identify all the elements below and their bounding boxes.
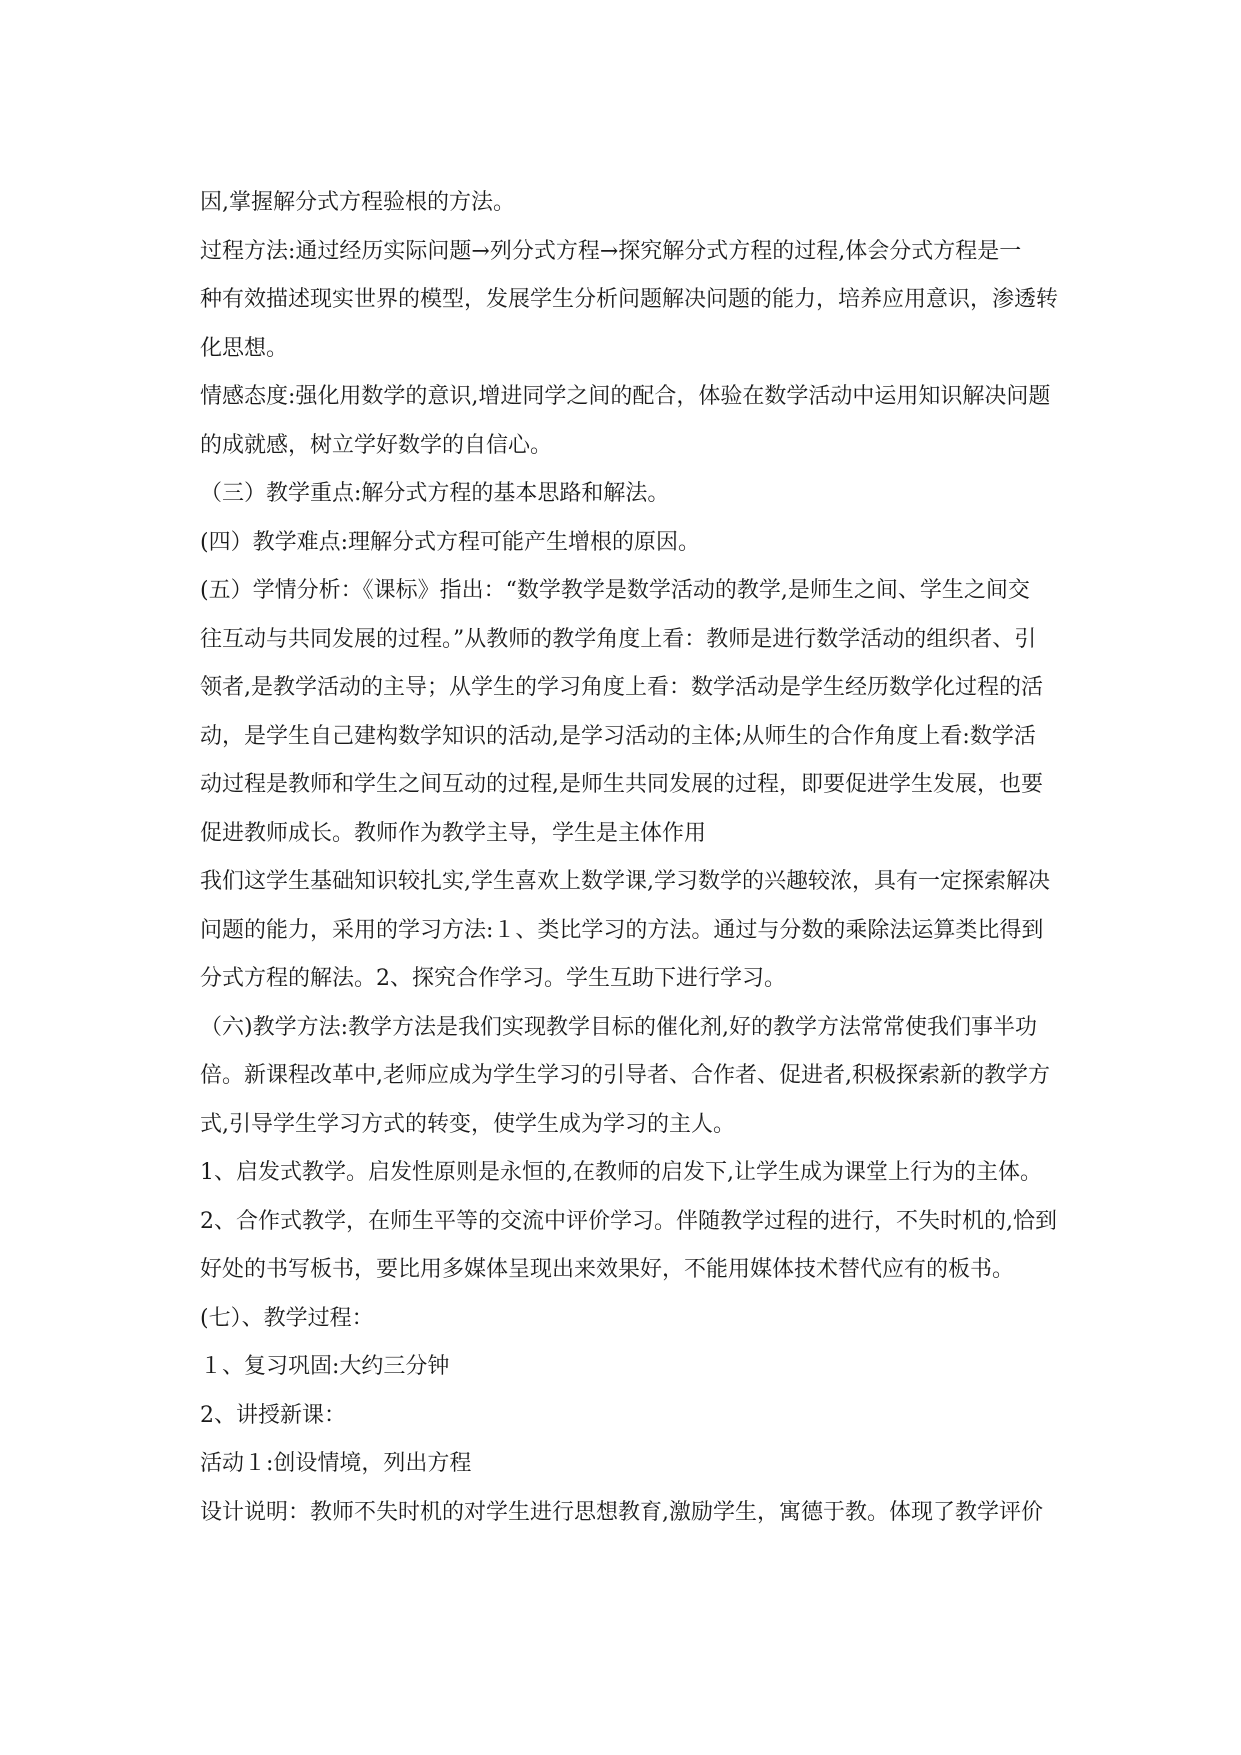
text-line: （三）教学重点:解分式方程的基本思路和解法。 (200, 481, 670, 506)
text-line: 好处的书写板书，要比用多媒体呈现出来效果好，不能用媒体技术替代应有的板书。 (200, 1257, 1015, 1282)
text-line: 促进教师成长。教师作为教学主导，学生是主体作用 (200, 820, 707, 846)
document-body (200, 188, 1080, 1546)
text-line: 式,引导学生学习方式的转变，使学生成为学习的主人。 (200, 1111, 735, 1137)
text-line: 2、讲授新课： (200, 1402, 346, 1428)
text-line: (七）、教学过程： (200, 1305, 374, 1331)
text-line: 2、合作式教学，在师生平等的交流中评价学习。伴随教学过程的进行，不失时机的,恰到 (200, 1208, 1057, 1234)
text-line: 往互动与共同发展的过程。”从教师的教学角度上看：教师是进行数学活动的组织者、引 (200, 626, 1037, 652)
text-line: 分式方程的解法。2、探究合作学习。学生互助下进行学习。 (200, 966, 786, 991)
text-line: 因,掌握解分式方程验根的方法。 (200, 190, 515, 215)
text-line: 情感态度:强化用数学的意识,增进同学之间的配合，体验在数学活动中运用知识解决问题 (200, 384, 1051, 409)
text-line: 动，是学生自己建构数学知识的活动,是学习活动的主体;从师生的合作角度上看:数学活 (200, 723, 1036, 749)
text-line: 过程方法:通过经历实际问题→列分式方程→探究解分式方程的过程,体会分式方程是一 (200, 238, 1022, 264)
text-line: 1、启发式教学。启发性原则是永恒的,在教师的启发下,让学生成为课堂上行为的主体。 (200, 1160, 1042, 1185)
text-line: 设计说明：教师不失时机的对学生进行思想教育,激励学生，寓德于教。体现了教学评价 (200, 1499, 1043, 1525)
text-line: 问题的能力，采用的学习方法:１、类比学习的方法。通过与分数的乘除法运算类比得到 (200, 917, 1044, 943)
text-line: 领者,是教学活动的主导；从学生的学习角度上看：数学活动是学生经历数学化过程的活 (200, 675, 1043, 700)
text-line: １、复习巩固:大约三分钟 (200, 1354, 450, 1379)
text-line: 化思想。 (200, 335, 289, 361)
text-line: 我们这学生基础知识较扎实,学生喜欢上数学课,学习数学的兴趣较浓，具有一定探索解决 (200, 869, 1050, 894)
text-line: 活动１:创设情境，列出方程 (200, 1451, 472, 1476)
text-line: 种有效描述现实世界的模型，发展学生分析问题解决问题的能力，培养应用意识，渗透转 (200, 287, 1059, 312)
text-line: 动过程是教师和学生之间互动的过程,是师生共同发展的过程，即要促进学生发展，也要 (200, 772, 1043, 797)
text-line: (五）学情分析：《课标》指出：“数学教学是数学活动的教学,是师生之间、学生之间交 (200, 578, 1030, 603)
text-line: 倍。新课程改革中,老师应成为学生学习的引导者、合作者、促进者,积极探索新的教学方 (200, 1063, 1050, 1088)
text-line: （六)教学方法:教学方法是我们实现教学目标的催化剂,好的教学方法常常使我们事半功 (200, 1014, 1037, 1040)
text-line: 的成就感，树立学好数学的自信心。 (200, 432, 553, 458)
text-line: (四）教学难点:理解分式方程可能产生增根的原因。 (200, 529, 700, 555)
